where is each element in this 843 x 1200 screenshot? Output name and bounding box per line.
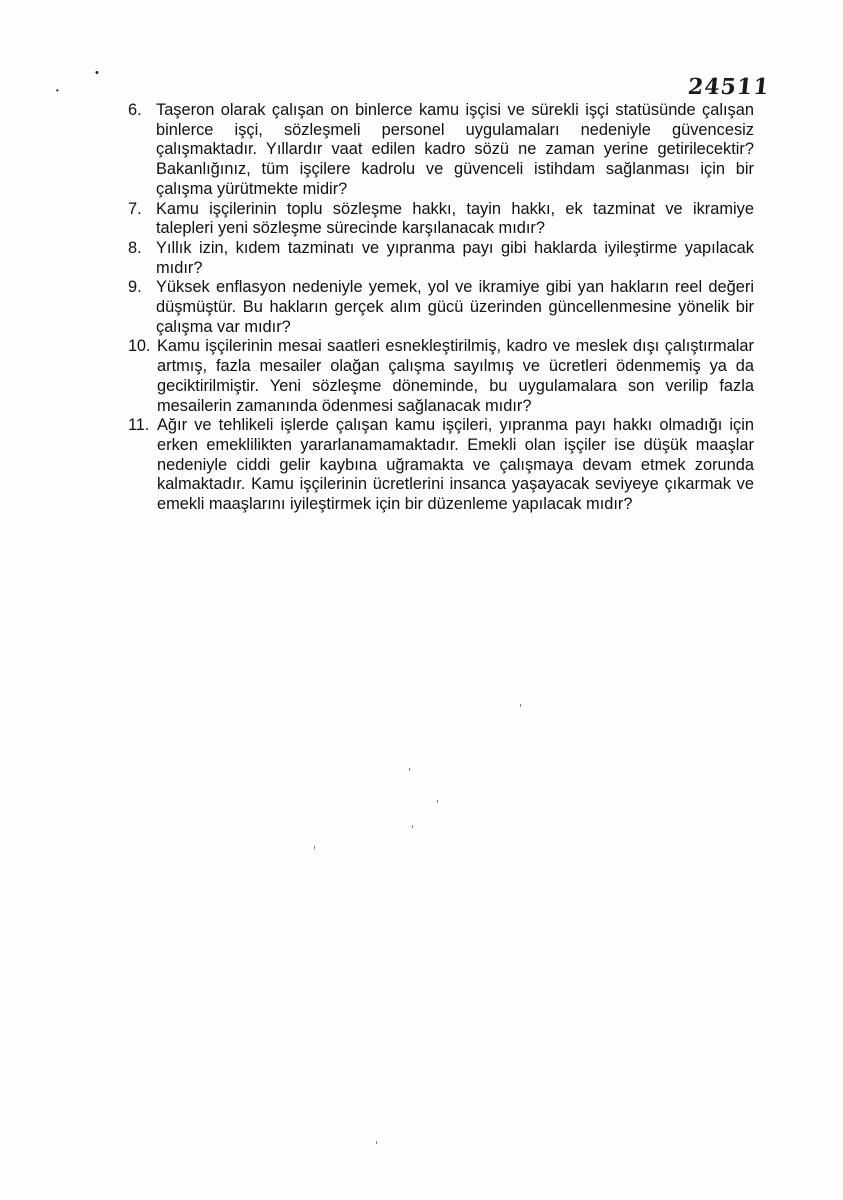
question-text: Yüksek enflasyon nedeniyle yemek, yol ve ikramiye gibi yan hakların reel değeri düşmüştür. Bu hakların gerçek alım gücü üzerinden güncellenmesine yönelik bir çalışma var mıdır?	[156, 278, 754, 336]
question-text: Taşeron olarak çalışan on binlerce kamu işçisi ve sürekli işçi statüsünde çalışan binlerce işçi, sözleşmeli personel uygulamaları nedeniyle güvencesiz çalışmaktadır. Yıllardır vaat edilen kadro sözü ne zaman yerine getirilecektir? Bakanlığınız, tüm işçilere kadrolu ve güvenceli istihdam sağlanması için bir çalışma yürütmekte midir?	[156, 101, 754, 198]
scan-speck	[376, 1141, 377, 1144]
question-text: Ağır ve tehlikeli işlerde çalışan kamu işçileri, yıpranma payı hakkı olmadığı için erken emeklilikten yararlanamamaktadır. Emekli olan işçiler ise düşük maaşlar nedeniyle ciddi gelir kaybına uğramakta ve çalışmaya devam etmek zorunda kalmaktadır. Kamu işçilerinin ücretlerini insanca yaşayacak seviyeye çıkarmak ve emekli maaşlarını iyileştirmek için bir düzenleme yapılacak mıdır?	[157, 416, 754, 514]
question-item	[128, 239, 754, 278]
question-text: Yıllık izin, kıdem tazminatı ve yıpranma payı gibi haklarda iyileştirme yapılacak mıdır?	[156, 238, 754, 277]
question-number: 7.	[128, 199, 142, 218]
margin-mark: •	[56, 86, 59, 95]
question-item	[128, 278, 754, 337]
question-item	[128, 416, 754, 515]
question-list	[128, 101, 754, 515]
question-text: Kamu işçilerinin mesai saatleri esnekleştirilmiş, kadro ve meslek dışı çalıştırmalar artmış, fazla mesailer olağan çalışma sayılmış ve ücretleri ödenmemiş ya da geciktirilmiştir. Yeni sözleşme döneminde, bu uygulamalara son verilip fazla mesailerin zamanında ödenmesi sağlanacak mıdır?	[157, 337, 754, 415]
question-number: 10.	[128, 337, 151, 356]
scan-speck	[437, 800, 438, 803]
scan-speck	[409, 768, 410, 771]
question-text: Kamu işçilerinin toplu sözleşme hakkı, tayin hakkı, ek tazminat ve ikramiye talepleri yeni sözleşme sürecinde karşılanacak mıdır?	[156, 199, 754, 238]
handwritten-page-number: 24511	[686, 74, 771, 100]
question-number: 9.	[128, 278, 142, 297]
question-item	[128, 101, 754, 200]
question-number: 8.	[128, 238, 142, 257]
margin-mark: •	[95, 67, 99, 79]
question-item	[128, 200, 754, 239]
scan-speck	[314, 846, 315, 849]
question-number: 6.	[128, 101, 142, 119]
question-number: 11.	[128, 416, 149, 435]
scan-speck	[520, 704, 521, 707]
scan-speck	[412, 825, 413, 828]
question-item	[128, 337, 754, 416]
